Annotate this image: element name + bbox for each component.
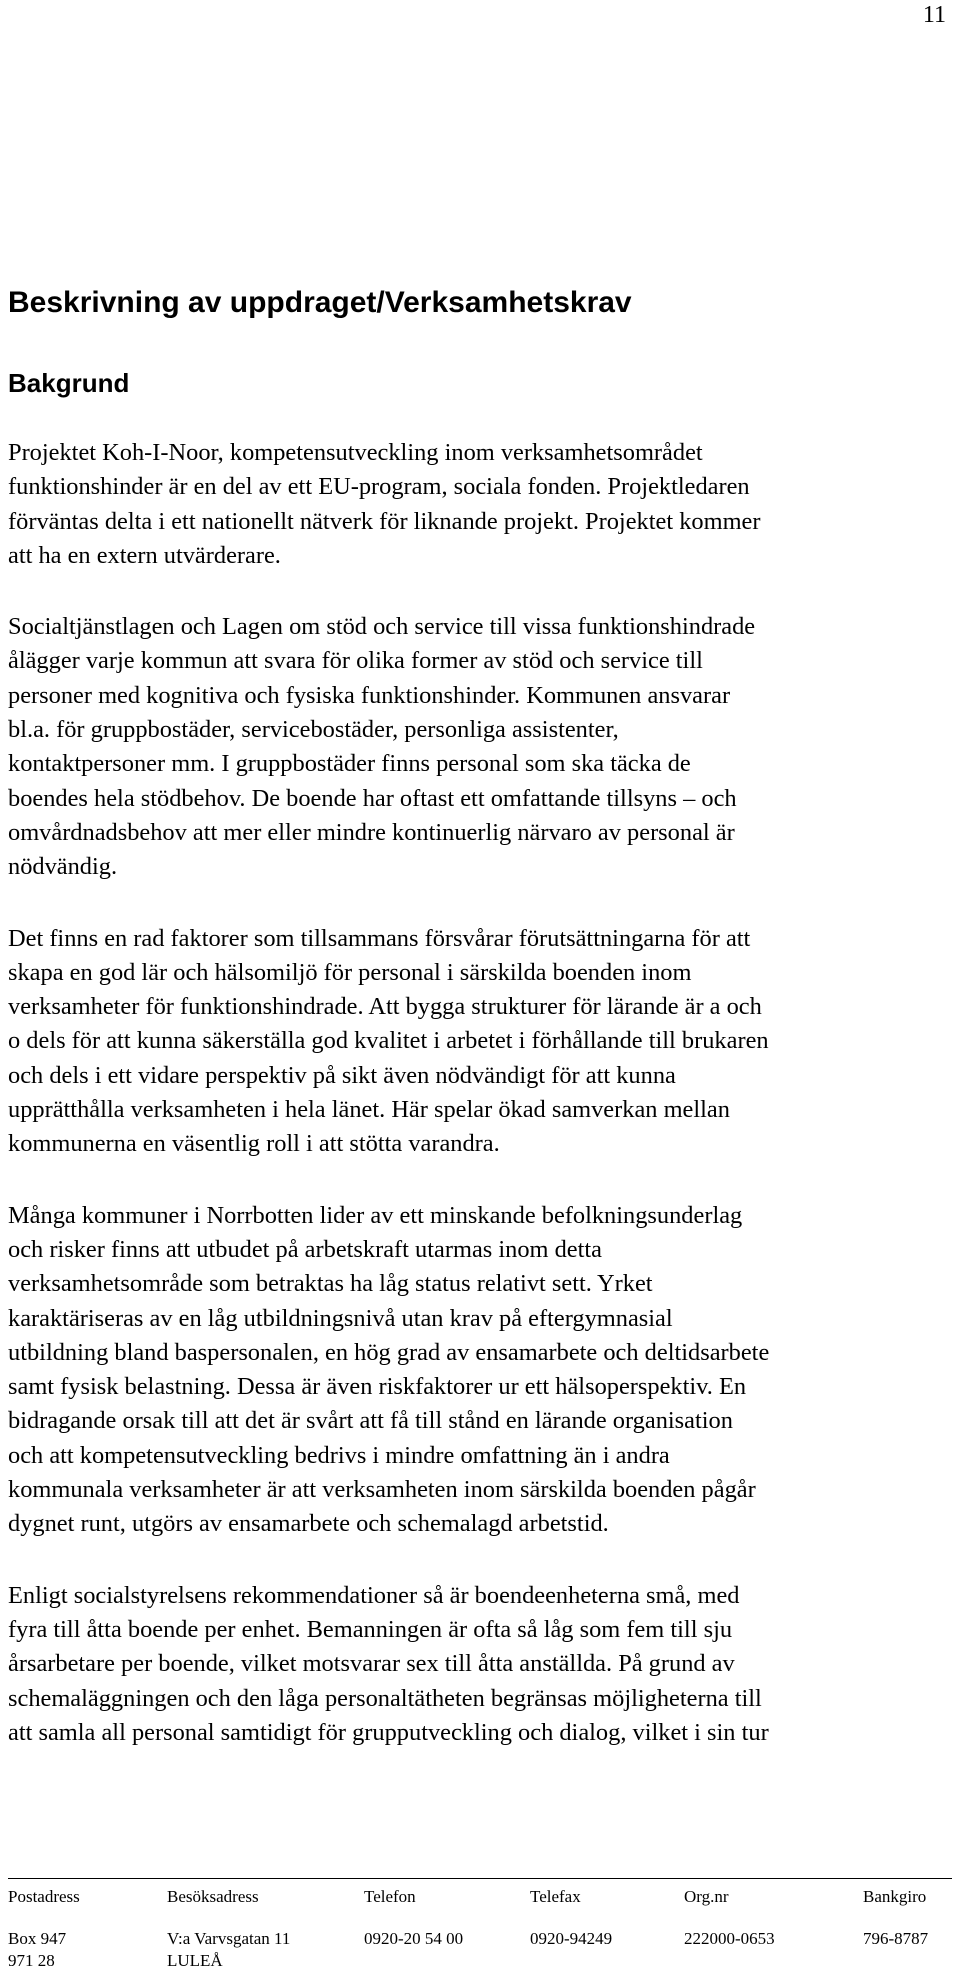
paragraph-line: Det finns en rad faktorer som tillsammans försvårar förutsättningarna för att <box>8 924 751 952</box>
paragraph-line: bl.a. för gruppbostäder, servicebostäder, personliga assistenter, <box>8 716 619 744</box>
footer-header-postadress: Postadress <box>8 1887 80 1906</box>
paragraph-line: och att kompetensutveckling bedrivs i mindre omfattning än i andra <box>8 1441 670 1469</box>
paragraph-line: att ha en extern utvärderare. <box>8 541 281 569</box>
footer-orgnr: 222000-0653 <box>684 1929 775 1948</box>
paragraph-line: förväntas delta i ett nationellt nätverk för liknande projekt. Projektet kommer <box>8 507 761 535</box>
paragraph-line: funktionshinder är en del av ett EU-program, sociala fonden. Projektledaren <box>8 473 750 501</box>
paragraph-line: verksamhetsområde som betraktas ha låg status relativt sett. Yrket <box>8 1270 653 1298</box>
footer-besoksadress-line2: LULEÅ <box>167 1951 223 1970</box>
paragraph <box>8 1579 954 1750</box>
paragraph <box>8 1199 954 1542</box>
footer-bankgiro: 796-8787 <box>863 1929 929 1948</box>
paragraph-line: årsarbetare per boende, vilket motsvarar sex till åtta anställda. På grund av <box>8 1650 735 1678</box>
paragraph-line: boendes hela stödbehov. De boende har oftast ett omfattande tillsyns – och <box>8 784 737 812</box>
footer-header-besoksadress: Besöksadress <box>167 1887 259 1906</box>
footer-telefax: 0920-94249 <box>530 1929 613 1948</box>
paragraph <box>8 922 954 1162</box>
paragraph-line: och risker finns att utbudet på arbetskraft utarmas inom detta <box>8 1235 602 1263</box>
footer-postadress-line2: 971 28 <box>8 1951 55 1970</box>
footer-header-bankgiro: Bankgiro <box>863 1887 927 1906</box>
footer-besoksadress-line1: V:a Varvsgatan 11 <box>167 1929 291 1948</box>
paragraph <box>8 436 954 573</box>
paragraph-line: skapa en god lär och hälsomiljö för personal i särskilda boenden inom <box>8 958 692 986</box>
paragraph-line: bidragande orsak till att det är svårt att få till stånd en lärande organisation <box>8 1407 733 1435</box>
paragraph-line: Många kommuner i Norrbotten lider av ett minskande befolkningsunderlag <box>8 1201 743 1229</box>
paragraph-line: omvårdnadsbehov att mer eller mindre kontinuerlig närvaro av personal är <box>8 818 735 846</box>
paragraph-line: fyra till åtta boende per enhet. Bemanningen är ofta så låg som fem till sju <box>8 1615 733 1643</box>
paragraph-line: utbildning bland baspersonalen, en hög grad av ensamarbete och deltidsarbete <box>8 1338 770 1366</box>
footer-header-telefon: Telefon <box>364 1887 416 1906</box>
paragraph-line: personer med kognitiva och fysiska funktionshinder. Kommunen ansvarar <box>8 681 731 709</box>
paragraph-line: och dels i ett vidare perspektiv på sikt även nödvändigt för att kunna <box>8 1061 676 1089</box>
footer-divider <box>8 1878 952 1879</box>
paragraph-line: upprätthålla verksamheten i hela länet. Här spelar ökad samverkan mellan <box>8 1096 730 1124</box>
subsection-heading: Bakgrund <box>8 368 130 398</box>
paragraph-line: kommunala verksamheter är att verksamheten inom särskilda boenden pågår <box>8 1476 756 1504</box>
footer-header-orgnr: Org.nr <box>684 1887 729 1906</box>
paragraph-line: att samla all personal samtidigt för grupputveckling och dialog, vilket i sin tur <box>8 1718 769 1746</box>
paragraph-line: schemaläggningen och den låga personaltätheten begränsas möjligheterna till <box>8 1684 762 1712</box>
footer-telefon: 0920-20 54 00 <box>364 1929 464 1948</box>
paragraph-line: o dels för att kunna säkerställa god kvalitet i arbetet i förhållande till brukaren <box>8 1027 769 1055</box>
footer-postadress-line1: Box 947 <box>8 1929 67 1948</box>
paragraph-line: kontaktpersoner mm. I gruppbostäder finns personal som ska täcka de <box>8 750 691 778</box>
paragraph-line: nödvändig. <box>8 853 118 881</box>
paragraph-line: dygnet runt, utgörs av ensamarbete och schemalagd arbetstid. <box>8 1510 609 1538</box>
page-number: 11 <box>922 2 946 28</box>
paragraph-line: samt fysisk belastning. Dessa är även riskfaktorer ur ett hälsoperspektiv. En <box>8 1373 747 1401</box>
paragraph-line: ålägger varje kommun att svara för olika former av stöd och service till <box>8 647 703 675</box>
paragraph-line: karaktäriseras av en låg utbildningsnivå utan krav på eftergymnasial <box>8 1304 673 1332</box>
body-text <box>8 436 954 1787</box>
paragraph-line: kommunerna en väsentlig roll i att stötta varandra. <box>8 1130 500 1158</box>
paragraph-line: verksamheter för funktionshindrade. Att bygga strukturer för lärande är a och <box>8 993 762 1021</box>
paragraph-line: Socialtjänstlagen och Lagen om stöd och service till vissa funktionshindrade <box>8 613 756 641</box>
paragraph <box>8 610 954 884</box>
footer-header-telefax: Telefax <box>530 1887 581 1906</box>
section-heading: Beskrivning av uppdraget/Verksamhetskrav <box>8 286 632 319</box>
paragraph-line: Projektet Koh-I-Noor, kompetensutveckling inom verksamhetsområdet <box>8 439 703 466</box>
paragraph-line: Enligt socialstyrelsens rekommendationer så är boendeenheterna små, med <box>8 1581 740 1609</box>
